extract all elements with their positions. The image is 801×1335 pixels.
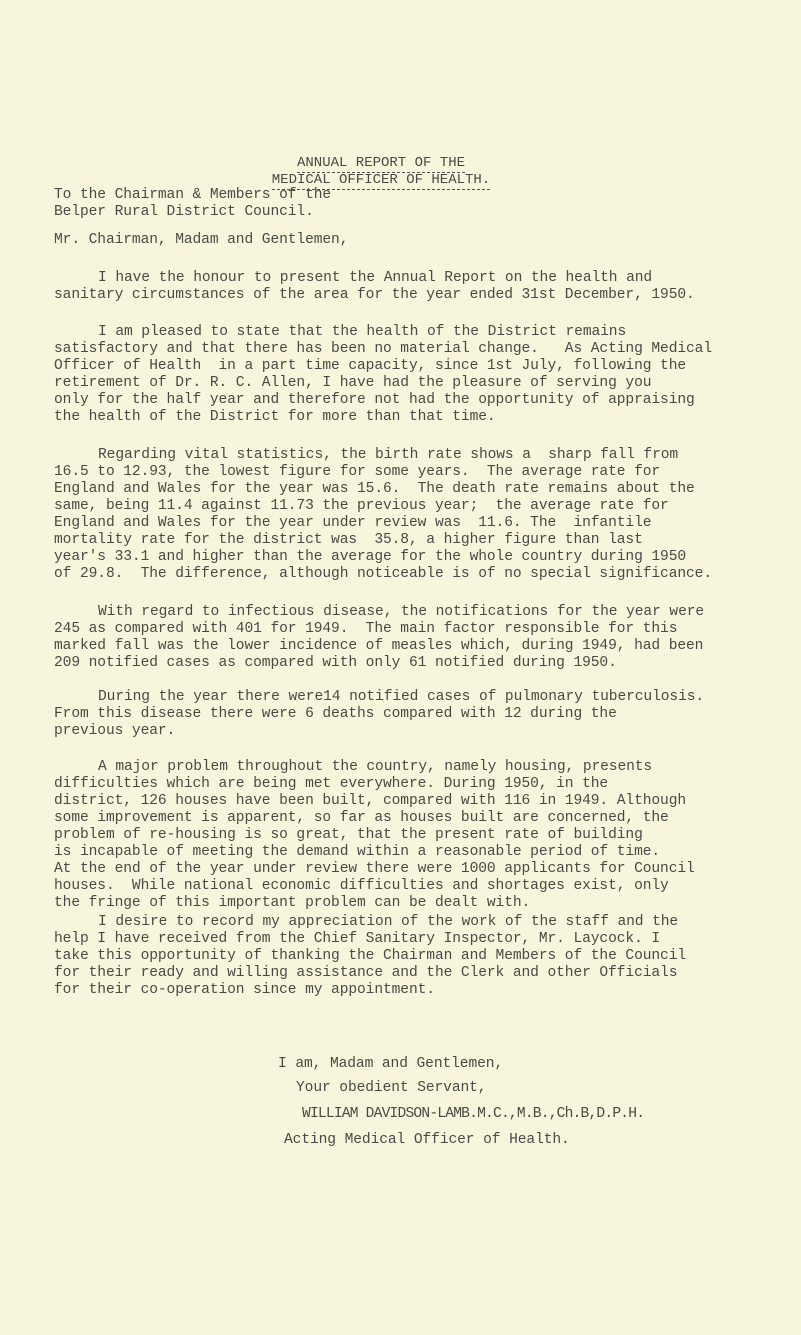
salutation: Mr. Chairman, Madam and Gentlemen,: [54, 232, 349, 248]
paragraph-tuberculosis: [54, 689, 704, 740]
text-line: At the end of the year under review there were 1000 applicants for Council: [54, 861, 695, 877]
text-line: Regarding vital statistics, the birth rate shows a sharp fall from: [98, 447, 679, 463]
text-line: satisfactory and that there has been no material change. As Acting Medical: [54, 341, 712, 357]
text-line: the health of the District for more than that time.: [54, 409, 496, 425]
paragraph-health: [54, 324, 712, 426]
paragraph-housing: [54, 759, 695, 912]
text-line: the fringe of this important problem can be dealt with.: [54, 895, 531, 911]
report-title-text: ANNUAL REPORT OF THE: [296, 155, 466, 171]
text-line: problem of re-housing is so great, that the present rate of building: [54, 827, 643, 843]
text-line: I have the honour to present the Annual Report on the health and: [98, 270, 653, 286]
text-line: of 29.8. The difference, although noticeable is of no special significance.: [54, 566, 712, 582]
text-line: previous year.: [54, 723, 176, 739]
text-line: only for the half year and therefore not had the opportunity of appraising: [54, 392, 695, 408]
paragraph-infectious-disease: [54, 604, 704, 672]
addressee-line: To the Chairman & Members of the: [54, 187, 332, 203]
text-line: sanitary circumstances of the area for the year ended 31st December, 1950.: [54, 287, 695, 303]
signature-name: WILLIAM DAVIDSON-LAMB.M.C.,M.B.,Ch.B,D.P.H.: [302, 1106, 645, 1122]
text-line: I desire to record my appreciation of the work of the staff and the: [98, 914, 679, 930]
text-line: I am pleased to state that the health of the District remains: [98, 324, 627, 340]
text-line: some improvement is apparent, so far as houses built are concerned, the: [54, 810, 669, 826]
text-line: for their ready and willing assistance and the Clerk and other Officials: [54, 965, 678, 981]
report-title-text: MEDICAL OFFICER OF HEALTH.: [271, 172, 491, 188]
signature-role: Acting Medical Officer of Health.: [284, 1132, 570, 1148]
text-line: difficulties which are being met everywhere. During 1950, in the: [54, 776, 609, 792]
report-title-line1: [0, 155, 762, 172]
closing-servant: Your obedient Servant,: [296, 1080, 487, 1096]
text-line: A major problem throughout the country, namely housing, presents: [98, 759, 653, 775]
text-line: During the year there were14 notified cases of pulmonary tuberculosis.: [98, 689, 705, 705]
text-line: 245 as compared with 401 for 1949. The main factor responsible for this: [54, 621, 678, 637]
text-line: retirement of Dr. R. C. Allen, I have had the pleasure of serving you: [54, 375, 652, 391]
closing-line: I am, Madam and Gentlemen,: [278, 1056, 504, 1072]
text-line: marked fall was the lower incidence of measles which, during 1949, had been: [54, 638, 704, 654]
addressee-line: Belper Rural District Council.: [54, 204, 314, 220]
text-line: houses. While national economic difficulties and shortages exist, only: [54, 878, 669, 894]
text-line: year's 33.1 and higher than the average for the whole country during 1950: [54, 549, 687, 565]
text-line: From this disease there were 6 deaths compared with 12 during the: [54, 706, 617, 722]
text-line: help I have received from the Chief Sanitary Inspector, Mr. Laycock. I: [54, 931, 661, 947]
text-line: 16.5 to 12.93, the lowest figure for some years. The average rate for: [54, 464, 661, 480]
paragraph-intro: [54, 270, 695, 304]
text-line: Officer of Health in a part time capacity, since 1st July, following the: [54, 358, 687, 374]
text-line: With regard to infectious disease, the notifications for the year were: [98, 604, 705, 620]
text-line: take this opportunity of thanking the Chairman and Members of the Council: [54, 948, 687, 964]
text-line: England and Wales for the year was 15.6. The death rate remains about the: [54, 481, 695, 497]
text-line: for their co-operation since my appointment.: [54, 982, 435, 998]
text-line: same, being 11.4 against 11.73 the previous year; the average rate for: [54, 498, 669, 514]
text-line: is incapable of meeting the demand within a reasonable period of time.: [54, 844, 661, 860]
text-line: England and Wales for the year under review was 11.6. The infantile: [54, 515, 652, 531]
text-line: mortality rate for the district was 35.8, a higher figure than last: [54, 532, 643, 548]
paragraph-appreciation: [54, 914, 686, 999]
addressee: [54, 187, 331, 221]
text-line: 209 notified cases as compared with only 61 notified during 1950.: [54, 655, 617, 671]
text-line: district, 126 houses have been built, compared with 116 in 1949. Although: [54, 793, 687, 809]
paragraph-vital-statistics: [54, 447, 712, 583]
